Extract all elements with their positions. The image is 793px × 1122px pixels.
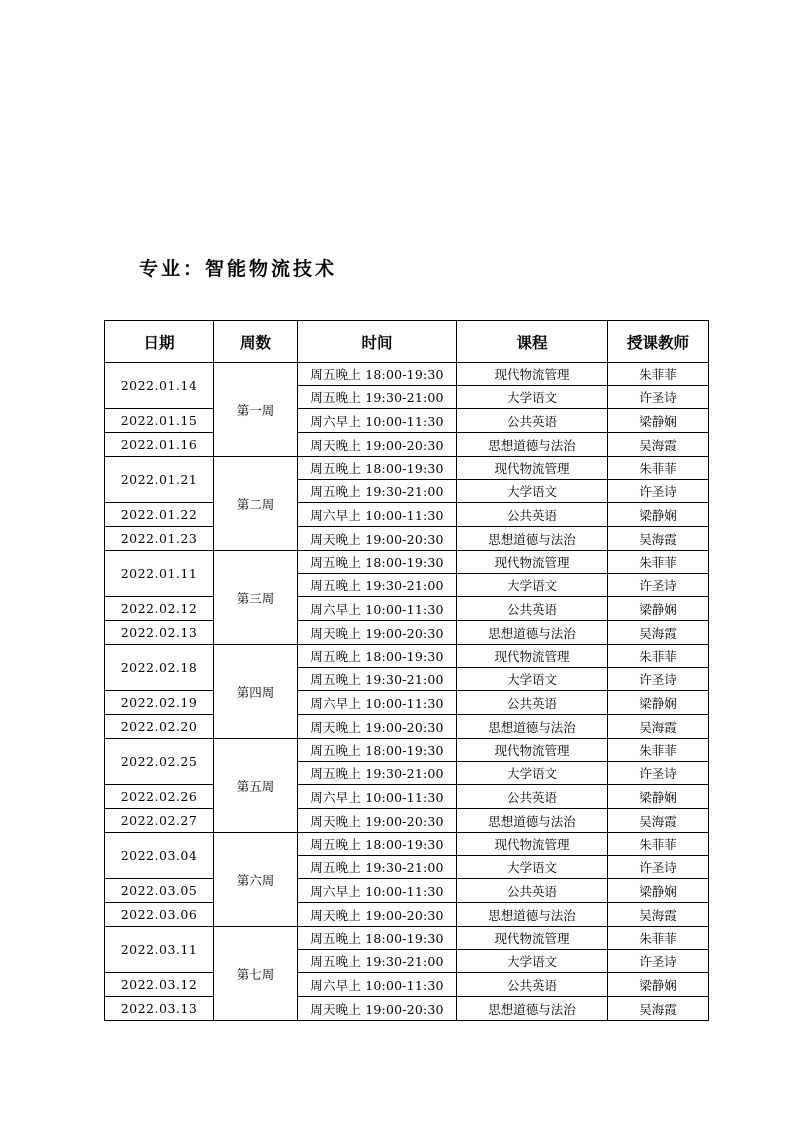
time-cell: 周五晚上 19:30-21:00 bbox=[298, 762, 457, 785]
teacher-cell: 梁静娴 bbox=[608, 597, 709, 621]
course-cell: 现代物流管理 bbox=[457, 739, 608, 762]
table-row bbox=[105, 739, 709, 762]
date-cell: 2022.02.13 bbox=[105, 621, 214, 645]
course-cell: 大学语文 bbox=[457, 950, 608, 973]
teacher-cell: 朱菲菲 bbox=[608, 833, 709, 856]
course-cell: 思想道德与法治 bbox=[457, 903, 608, 927]
course-cell: 公共英语 bbox=[457, 691, 608, 715]
date-cell: 2022.01.15 bbox=[105, 409, 214, 433]
course-cell: 大学语文 bbox=[457, 386, 608, 409]
table-row bbox=[105, 903, 709, 927]
date-cell: 2022.03.13 bbox=[105, 997, 214, 1021]
course-cell: 现代物流管理 bbox=[457, 927, 608, 950]
teacher-cell: 梁静娴 bbox=[608, 879, 709, 903]
time-cell: 周天晚上 19:00-20:30 bbox=[298, 809, 457, 833]
time-cell: 周六早上 10:00-11:30 bbox=[298, 409, 457, 433]
teacher-cell: 吴海霞 bbox=[608, 997, 709, 1021]
date-cell: 2022.02.26 bbox=[105, 785, 214, 809]
schedule-body bbox=[105, 363, 709, 1021]
teacher-cell: 梁静娴 bbox=[608, 691, 709, 715]
teacher-cell: 朱菲菲 bbox=[608, 551, 709, 574]
time-cell: 周五晚上 18:00-19:30 bbox=[298, 363, 457, 386]
course-cell: 公共英语 bbox=[457, 785, 608, 809]
date-cell: 2022.02.20 bbox=[105, 715, 214, 739]
course-cell: 思想道德与法治 bbox=[457, 809, 608, 833]
time-cell: 周天晚上 19:00-20:30 bbox=[298, 903, 457, 927]
date-cell: 2022.02.27 bbox=[105, 809, 214, 833]
time-cell: 周五晚上 18:00-19:30 bbox=[298, 739, 457, 762]
teacher-cell: 吴海霞 bbox=[608, 621, 709, 645]
table-row bbox=[105, 433, 709, 457]
table-row bbox=[105, 551, 709, 574]
time-cell: 周六早上 10:00-11:30 bbox=[298, 503, 457, 527]
time-cell: 周天晚上 19:00-20:30 bbox=[298, 715, 457, 739]
date-cell: 2022.03.11 bbox=[105, 927, 214, 973]
time-cell: 周五晚上 18:00-19:30 bbox=[298, 833, 457, 856]
course-cell: 大学语文 bbox=[457, 762, 608, 785]
date-cell: 2022.02.18 bbox=[105, 645, 214, 691]
time-cell: 周天晚上 19:00-20:30 bbox=[298, 997, 457, 1021]
course-cell: 现代物流管理 bbox=[457, 363, 608, 386]
time-cell: 周六早上 10:00-11:30 bbox=[298, 597, 457, 621]
course-cell: 大学语文 bbox=[457, 856, 608, 879]
week-cell: 第七周 bbox=[214, 927, 298, 1021]
time-cell: 周六早上 10:00-11:30 bbox=[298, 691, 457, 715]
teacher-cell: 吴海霞 bbox=[608, 433, 709, 457]
table-row bbox=[105, 785, 709, 809]
date-cell: 2022.03.12 bbox=[105, 973, 214, 997]
header-row bbox=[105, 321, 709, 363]
teacher-cell: 吴海霞 bbox=[608, 903, 709, 927]
teacher-cell: 许圣诗 bbox=[608, 480, 709, 503]
time-cell: 周天晚上 19:00-20:30 bbox=[298, 433, 457, 457]
time-cell: 周五晚上 19:30-21:00 bbox=[298, 386, 457, 409]
time-cell: 周五晚上 19:30-21:00 bbox=[298, 856, 457, 879]
course-cell: 公共英语 bbox=[457, 409, 608, 433]
time-cell: 周五晚上 18:00-19:30 bbox=[298, 551, 457, 574]
date-cell: 2022.01.16 bbox=[105, 433, 214, 457]
table-row bbox=[105, 409, 709, 433]
course-cell: 思想道德与法治 bbox=[457, 433, 608, 457]
page-title: 专业：智能物流技术 bbox=[139, 258, 338, 280]
table-row bbox=[105, 809, 709, 833]
teacher-cell: 朱菲菲 bbox=[608, 363, 709, 386]
table-row bbox=[105, 715, 709, 739]
course-cell: 公共英语 bbox=[457, 973, 608, 997]
course-cell: 公共英语 bbox=[457, 503, 608, 527]
teacher-cell: 许圣诗 bbox=[608, 668, 709, 691]
date-cell: 2022.01.21 bbox=[105, 457, 214, 503]
table-row bbox=[105, 833, 709, 856]
date-cell: 2022.02.12 bbox=[105, 597, 214, 621]
course-cell: 公共英语 bbox=[457, 597, 608, 621]
table-row bbox=[105, 527, 709, 551]
table-row bbox=[105, 927, 709, 950]
week-cell: 第二周 bbox=[214, 457, 298, 551]
time-cell: 周六早上 10:00-11:30 bbox=[298, 973, 457, 997]
course-cell: 大学语文 bbox=[457, 480, 608, 503]
table-row bbox=[105, 621, 709, 645]
header-teacher: 授课教师 bbox=[608, 321, 709, 363]
table-row bbox=[105, 645, 709, 668]
course-cell: 思想道德与法治 bbox=[457, 527, 608, 551]
header-date: 日期 bbox=[105, 321, 214, 363]
course-cell: 大学语文 bbox=[457, 574, 608, 597]
teacher-cell: 吴海霞 bbox=[608, 715, 709, 739]
time-cell: 周五晚上 19:30-21:00 bbox=[298, 950, 457, 973]
course-cell: 思想道德与法治 bbox=[457, 715, 608, 739]
header-time: 时间 bbox=[298, 321, 457, 363]
time-cell: 周五晚上 18:00-19:30 bbox=[298, 645, 457, 668]
header-week: 周数 bbox=[214, 321, 298, 363]
time-cell: 周五晚上 19:30-21:00 bbox=[298, 574, 457, 597]
date-cell: 2022.01.14 bbox=[105, 363, 214, 409]
week-cell: 第一周 bbox=[214, 363, 298, 457]
teacher-cell: 朱菲菲 bbox=[608, 927, 709, 950]
header-course: 课程 bbox=[457, 321, 608, 363]
table-row bbox=[105, 457, 709, 480]
date-cell: 2022.01.22 bbox=[105, 503, 214, 527]
time-cell: 周五晚上 19:30-21:00 bbox=[298, 480, 457, 503]
course-cell: 现代物流管理 bbox=[457, 833, 608, 856]
date-cell: 2022.03.05 bbox=[105, 879, 214, 903]
table-row bbox=[105, 879, 709, 903]
week-cell: 第三周 bbox=[214, 551, 298, 645]
teacher-cell: 朱菲菲 bbox=[608, 739, 709, 762]
teacher-cell: 许圣诗 bbox=[608, 762, 709, 785]
course-cell: 现代物流管理 bbox=[457, 551, 608, 574]
week-cell: 第六周 bbox=[214, 833, 298, 927]
course-cell: 现代物流管理 bbox=[457, 457, 608, 480]
week-cell: 第四周 bbox=[214, 645, 298, 739]
teacher-cell: 吴海霞 bbox=[608, 527, 709, 551]
date-cell: 2022.01.23 bbox=[105, 527, 214, 551]
course-cell: 思想道德与法治 bbox=[457, 621, 608, 645]
teacher-cell: 梁静娴 bbox=[608, 503, 709, 527]
course-cell: 现代物流管理 bbox=[457, 645, 608, 668]
week-cell: 第五周 bbox=[214, 739, 298, 833]
table-row bbox=[105, 973, 709, 997]
time-cell: 周六早上 10:00-11:30 bbox=[298, 785, 457, 809]
teacher-cell: 朱菲菲 bbox=[608, 457, 709, 480]
teacher-cell: 许圣诗 bbox=[608, 574, 709, 597]
table-row bbox=[105, 597, 709, 621]
time-cell: 周五晚上 18:00-19:30 bbox=[298, 457, 457, 480]
course-cell: 公共英语 bbox=[457, 879, 608, 903]
time-cell: 周五晚上 19:30-21:00 bbox=[298, 668, 457, 691]
date-cell: 2022.03.06 bbox=[105, 903, 214, 927]
table-row bbox=[105, 503, 709, 527]
schedule-table bbox=[104, 320, 709, 1021]
teacher-cell: 梁静娴 bbox=[608, 973, 709, 997]
teacher-cell: 许圣诗 bbox=[608, 950, 709, 973]
teacher-cell: 朱菲菲 bbox=[608, 645, 709, 668]
course-cell: 思想道德与法治 bbox=[457, 997, 608, 1021]
date-cell: 2022.01.11 bbox=[105, 551, 214, 597]
teacher-cell: 吴海霞 bbox=[608, 809, 709, 833]
date-cell: 2022.02.25 bbox=[105, 739, 214, 785]
time-cell: 周天晚上 19:00-20:30 bbox=[298, 621, 457, 645]
teacher-cell: 梁静娴 bbox=[608, 785, 709, 809]
teacher-cell: 许圣诗 bbox=[608, 856, 709, 879]
table-row bbox=[105, 997, 709, 1021]
time-cell: 周天晚上 19:00-20:30 bbox=[298, 527, 457, 551]
course-cell: 大学语文 bbox=[457, 668, 608, 691]
time-cell: 周五晚上 18:00-19:30 bbox=[298, 927, 457, 950]
time-cell: 周六早上 10:00-11:30 bbox=[298, 879, 457, 903]
table-row bbox=[105, 363, 709, 386]
date-cell: 2022.02.19 bbox=[105, 691, 214, 715]
teacher-cell: 许圣诗 bbox=[608, 386, 709, 409]
date-cell: 2022.03.04 bbox=[105, 833, 214, 879]
teacher-cell: 梁静娴 bbox=[608, 409, 709, 433]
table-row bbox=[105, 691, 709, 715]
